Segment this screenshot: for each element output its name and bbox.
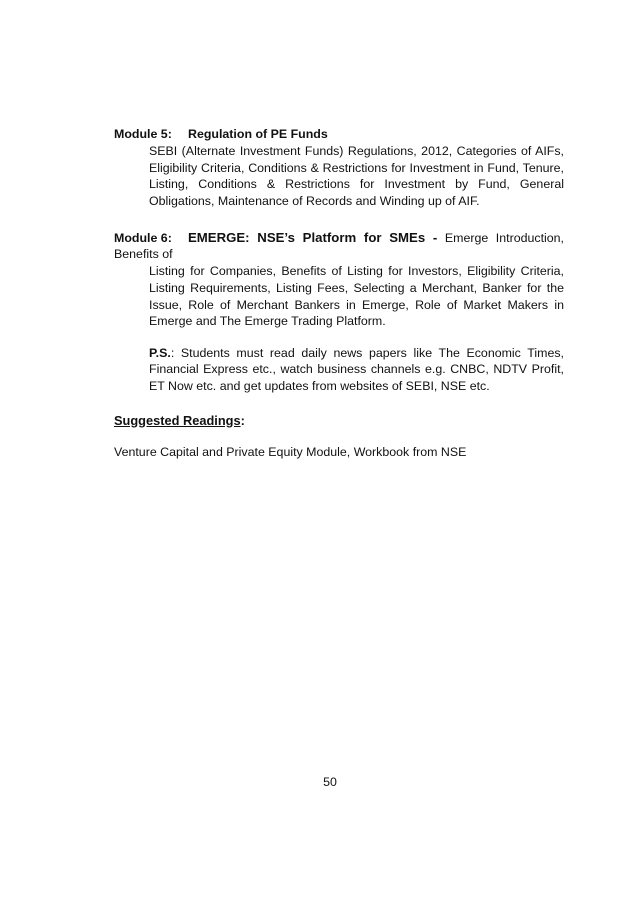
page-content xyxy=(114,126,564,459)
suggested-readings-title: Suggested Readings xyxy=(114,412,241,428)
module-5-number: Module 5: xyxy=(114,127,172,141)
module-6-number: Module 6: xyxy=(114,231,172,246)
ps-text: : Students must read daily news papers like The Economic Times, Financial Express etc., watch business channels e.g. CNBC, NDTV Profit, ET Now etc. and get updates from websites of SEBI, NSE etc. xyxy=(149,345,564,393)
ps-label: P.S. xyxy=(149,345,171,360)
suggested-readings-heading xyxy=(114,413,564,428)
suggested-readings-colon: : xyxy=(240,412,245,428)
suggested-reading-item: Venture Capital and Private Equity Module, Workbook from NSE xyxy=(114,444,467,459)
page-number: 50 xyxy=(323,775,337,789)
ps-note xyxy=(149,345,564,395)
module-6-description-start: Emerge Introduction, Benefits of xyxy=(114,231,564,262)
module-5-description: SEBI (Alternate Investment Funds) Regulations, 2012, Categories of AIFs, Eligibility Criteria, Conditions & Restrictions for Investment in Fund, Tenure, Listing, Conditions & Restrictions for Investment by Fund, General Obligations, Maintenance of Records and Winding up of AIF. xyxy=(149,144,564,208)
module-5-heading xyxy=(114,126,564,142)
module-6-description: Listing for Companies, Benefits of Listing for Investors, Eligibility Criteria, Listing Requirements, Listing Fees, Selecting a Merchant, Banker for the Issue, Role of Merchant Bankers in Emerge, Role of Market Makers in Emerge and The Emerge Trading Platform. xyxy=(149,264,564,329)
module-6-heading xyxy=(114,230,564,262)
module-5-title: Regulation of PE Funds xyxy=(188,127,328,141)
module-6-title: EMERGE: NSE’s Platform for SMEs - xyxy=(188,230,438,246)
